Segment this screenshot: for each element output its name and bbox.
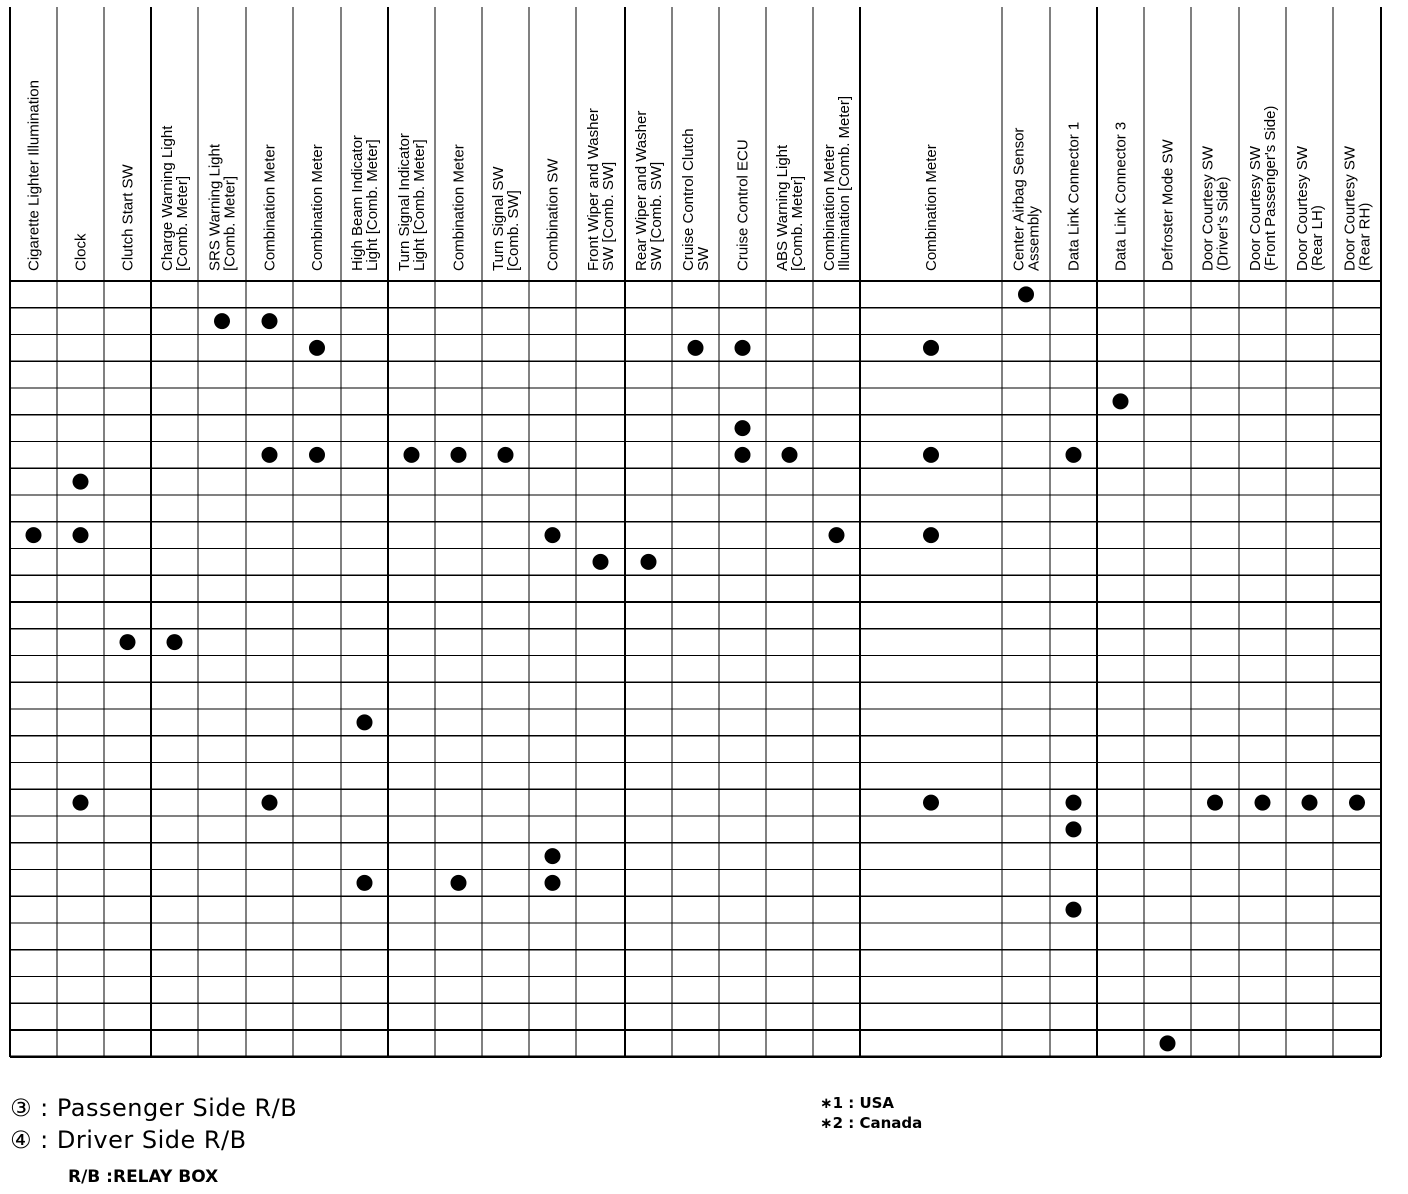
- connection-dot: [545, 848, 561, 864]
- column-header-line: [Comb. SW]: [505, 190, 522, 271]
- column-header-line: SW [Comb. SW]: [600, 161, 617, 271]
- connection-dot: [1066, 795, 1082, 811]
- column-header-line: Center Airbag Sensor: [1010, 127, 1028, 271]
- connection-dot: [404, 447, 420, 463]
- column-header-line: SW [Comb. SW]: [648, 161, 665, 271]
- column-header-17: [774, 144, 806, 271]
- column-header-line: [Comb. Meter]: [789, 175, 806, 271]
- column-header-line: Door Courtesy SW: [1294, 145, 1311, 271]
- column-header-16: [735, 139, 752, 271]
- column-header-line: (Front Passenger's Side): [1262, 105, 1279, 271]
- connection-dot: [593, 554, 609, 570]
- column-header-25: [1247, 106, 1279, 271]
- connection-dot: [1160, 1035, 1176, 1051]
- connection-dot: [923, 527, 939, 543]
- column-header-21: [1066, 122, 1083, 271]
- column-header-line: Combination SW: [544, 158, 562, 271]
- column-header-12: [545, 158, 562, 271]
- connection-dot: [923, 795, 939, 811]
- connection-dot: [545, 527, 561, 543]
- column-header-line: Data Link Connector 1: [1065, 121, 1083, 271]
- column-header-line: Rear Wiper and Washer: [633, 110, 650, 271]
- note-canada: ∗2 : Canada: [820, 1114, 923, 1132]
- column-header-line: [Comb. Meter]: [221, 175, 239, 271]
- connection-dot: [26, 527, 42, 543]
- column-header-line: Clutch Start SW: [119, 164, 137, 271]
- column-header-14: [633, 111, 665, 271]
- note-usa: ∗1 : USA: [820, 1094, 895, 1112]
- column-header-9: [396, 133, 428, 271]
- legend-driver-side: ④ : Driver Side R/B: [10, 1126, 247, 1154]
- column-header-23: [1160, 138, 1177, 271]
- column-headers: [26, 80, 1374, 271]
- connection-dot: [735, 340, 751, 356]
- connection-dot: [1349, 795, 1365, 811]
- column-header-26: [1294, 145, 1326, 271]
- column-header-8: [349, 135, 381, 271]
- connection-dot: [735, 420, 751, 436]
- connection-dot: [120, 634, 136, 650]
- column-header-19: [923, 144, 940, 271]
- connection-dot: [1066, 447, 1082, 463]
- column-header-5: [207, 143, 239, 271]
- column-header-line: SRS Warning Light: [206, 143, 224, 271]
- connection-dot: [1066, 902, 1082, 918]
- column-header-7: [309, 144, 326, 271]
- column-header-line: Cruise Control Clutch: [680, 128, 697, 271]
- column-header-line: (Rear RH): [1356, 202, 1374, 271]
- connection-dot: [498, 447, 514, 463]
- column-header-line: Light [Comb. Meter]: [364, 139, 381, 271]
- legend-passenger-side: ③ : Passenger Side R/B: [10, 1094, 298, 1122]
- legend-relay-box: R/B :RELAY BOX: [68, 1167, 219, 1187]
- connection-dot: [688, 340, 704, 356]
- column-header-line: Combination Meter: [923, 144, 940, 271]
- connection-dot: [451, 875, 467, 891]
- column-header-line: ABS Warning Light: [774, 144, 791, 271]
- column-header-1: [26, 80, 43, 271]
- column-header-line: Front Wiper and Washer: [585, 108, 602, 271]
- connection-dot: [545, 875, 561, 891]
- connection-dot: [1255, 795, 1271, 811]
- column-header-line: Assembly: [1025, 205, 1043, 271]
- column-header-line: Door Courtesy SW: [1199, 145, 1217, 271]
- connection-dot: [73, 527, 89, 543]
- connection-dot: [451, 447, 467, 463]
- column-header-6: [262, 144, 279, 271]
- column-header-line: Turn Signal SW: [490, 166, 507, 271]
- connection-dot: [735, 447, 751, 463]
- column-header-11: [490, 166, 522, 271]
- connection-dot: [923, 340, 939, 356]
- column-header-line: Combination Meter: [450, 144, 468, 271]
- connection-dot: [309, 340, 325, 356]
- column-header-20: [1011, 128, 1043, 271]
- connection-dot: [1018, 286, 1034, 302]
- column-header-line: (Rear LH): [1309, 205, 1326, 271]
- column-header-3: [120, 163, 137, 271]
- connection-dots: [26, 286, 1366, 1051]
- connection-dot: [73, 474, 89, 490]
- column-header-15: [680, 128, 712, 271]
- column-header-22: [1113, 122, 1130, 271]
- connection-dot: [641, 554, 657, 570]
- column-header-10: [451, 144, 468, 271]
- column-header-line: Light [Comb. Meter]: [411, 139, 428, 271]
- column-header-line: Combination Meter: [309, 144, 326, 271]
- column-header-line: Clock: [72, 233, 90, 271]
- column-header-27: [1342, 145, 1374, 271]
- column-header-line: Cigarette Lighter Illumination: [25, 80, 43, 271]
- column-header-2: [73, 233, 90, 271]
- connection-dot: [829, 527, 845, 543]
- column-header-line: High Beam Indicator: [349, 135, 366, 271]
- column-header-line: Charge Warning Light: [159, 125, 176, 271]
- column-header-24: [1200, 145, 1232, 271]
- column-header-line: Turn Signal Indicator: [396, 133, 413, 271]
- connection-dot: [1066, 821, 1082, 837]
- column-header-line: Combination Meter: [261, 144, 279, 271]
- connection-dot: [167, 634, 183, 650]
- connection-dot: [73, 795, 89, 811]
- connection-dot: [782, 447, 798, 463]
- column-header-line: Defroster Mode SW: [1159, 139, 1177, 271]
- column-header-line: [Comb. Meter]: [174, 175, 191, 271]
- column-header-line: Cruise Control ECU: [734, 139, 752, 271]
- column-header-line: SW: [695, 246, 712, 271]
- column-header-line: Door Courtesy SW: [1341, 145, 1359, 271]
- connection-dot: [1207, 795, 1223, 811]
- column-header-line: (Driver's Side): [1214, 176, 1232, 271]
- column-header-line: Door Courtesy SW: [1247, 145, 1264, 271]
- column-header-line: Illumination [Comb. Meter]: [836, 95, 853, 271]
- column-header-line: Data Link Connector 3: [1112, 121, 1130, 271]
- connection-dot: [1302, 795, 1318, 811]
- connection-dot: [357, 875, 373, 891]
- connection-dot: [262, 795, 278, 811]
- connection-dot: [262, 313, 278, 329]
- column-header-13: [585, 108, 617, 271]
- connection-dot: [357, 714, 373, 730]
- connection-dot: [309, 447, 325, 463]
- connection-dot: [214, 313, 230, 329]
- connection-dot: [262, 447, 278, 463]
- connection-dot: [923, 447, 939, 463]
- column-header-18: [821, 96, 853, 271]
- column-header-4: [159, 125, 191, 271]
- column-header-line: Combination Meter: [821, 144, 838, 271]
- connection-dot: [1113, 393, 1129, 409]
